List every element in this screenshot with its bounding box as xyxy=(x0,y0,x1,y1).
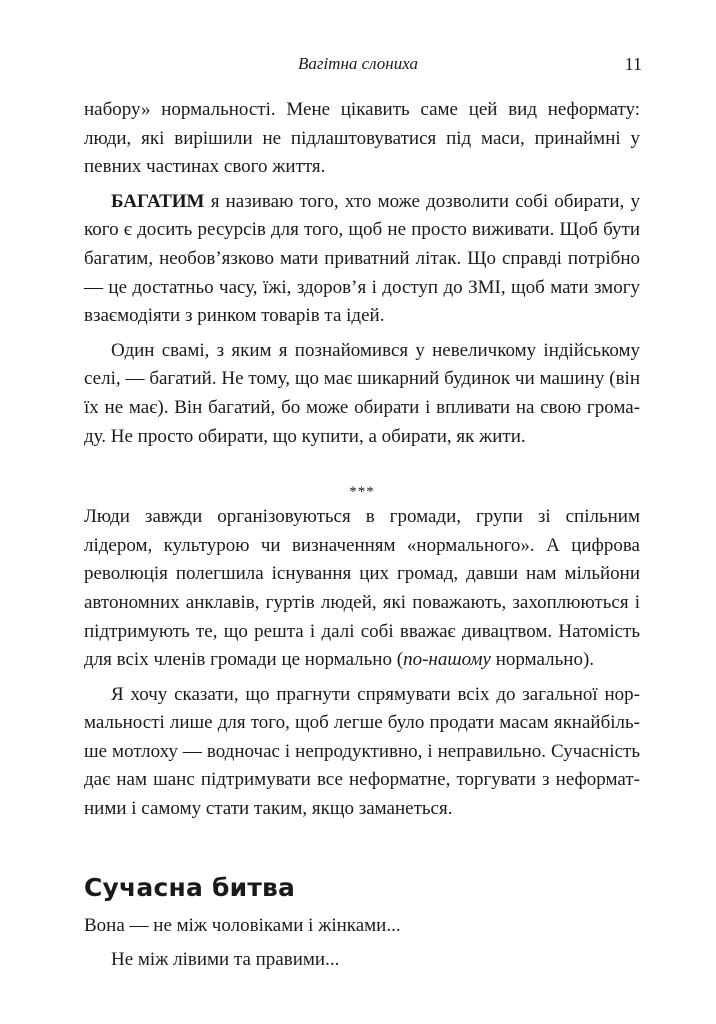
paragraph-battle-2: Не між лівими та правими... xyxy=(111,949,340,971)
section-heading: Сучасна битва xyxy=(84,872,296,902)
page-body xyxy=(84,96,640,975)
paragraph-rich-definition xyxy=(84,188,640,331)
running-header xyxy=(0,52,716,76)
paragraph-battle-1: Вона — не між чоловіками і жінками... xyxy=(84,914,401,936)
paragraph-continuation: набору» нормальності. Мене цікавить саме цей вид неформату: люди, які вирішили не підлаштовуватися під маси, принаймні у певних частинах свого життя. xyxy=(84,99,640,178)
paragraph-swami: Один свамі, з яким я познайомився у невеличкому індійському селі, — багатий. Не тому, що має шикарний будинок чи машину (він їх не має). Він багатий, бо може обирати і впливати на свою громаду. Не просто обирати, що купити, а обирати, як жити. xyxy=(84,339,640,447)
communities-text-end: нормально). xyxy=(491,649,595,671)
paragraph-communities xyxy=(84,503,640,675)
defined-term: БАГАТИМ xyxy=(111,190,205,212)
page-number: 11 xyxy=(624,54,642,74)
emphasis-text: по-нашому xyxy=(403,649,491,671)
definition-text: я називаю того, хто може дозволити собі обирати, у кого є досить ресурсів для того, щоб не просто виживати. Щоб бути багатим, необов’язково мати приватний літак. Що справді потрібно — це достатньо часу, їжі, здоров’я і доступ до ЗМІ, щоб мати змогу взаємодіяти з ринком товарів та ідей. xyxy=(84,190,640,327)
paragraph-normality: Я хочу сказати, що прагнути спрямувати всіх до загальної нормальності лише для того, щоб легше було продати масам якнайбільше мотлоху — водночас і непродуктивно, і неправильно. Сучасність дає нам шанс підтримувати все неформатне, торгувати з неформатними і самому стати таким, якщо заманеться. xyxy=(84,683,640,820)
running-title: Вагітна слониха xyxy=(297,54,419,73)
section-separator: *** xyxy=(349,484,375,501)
communities-text-start: Люди завжди організовуються в громади, групи зі спільним лідером, культурою чи визначенням «нормального». А цифрова революція полегшила існування цих громад, давши нам мільйони автономних анклавів, гуртів людей, які поважають, захоплюються і підтримують те, що решта і далі собі вважає дивацтвом. Натомість для всіх членів громади це нормально ( xyxy=(84,506,640,671)
